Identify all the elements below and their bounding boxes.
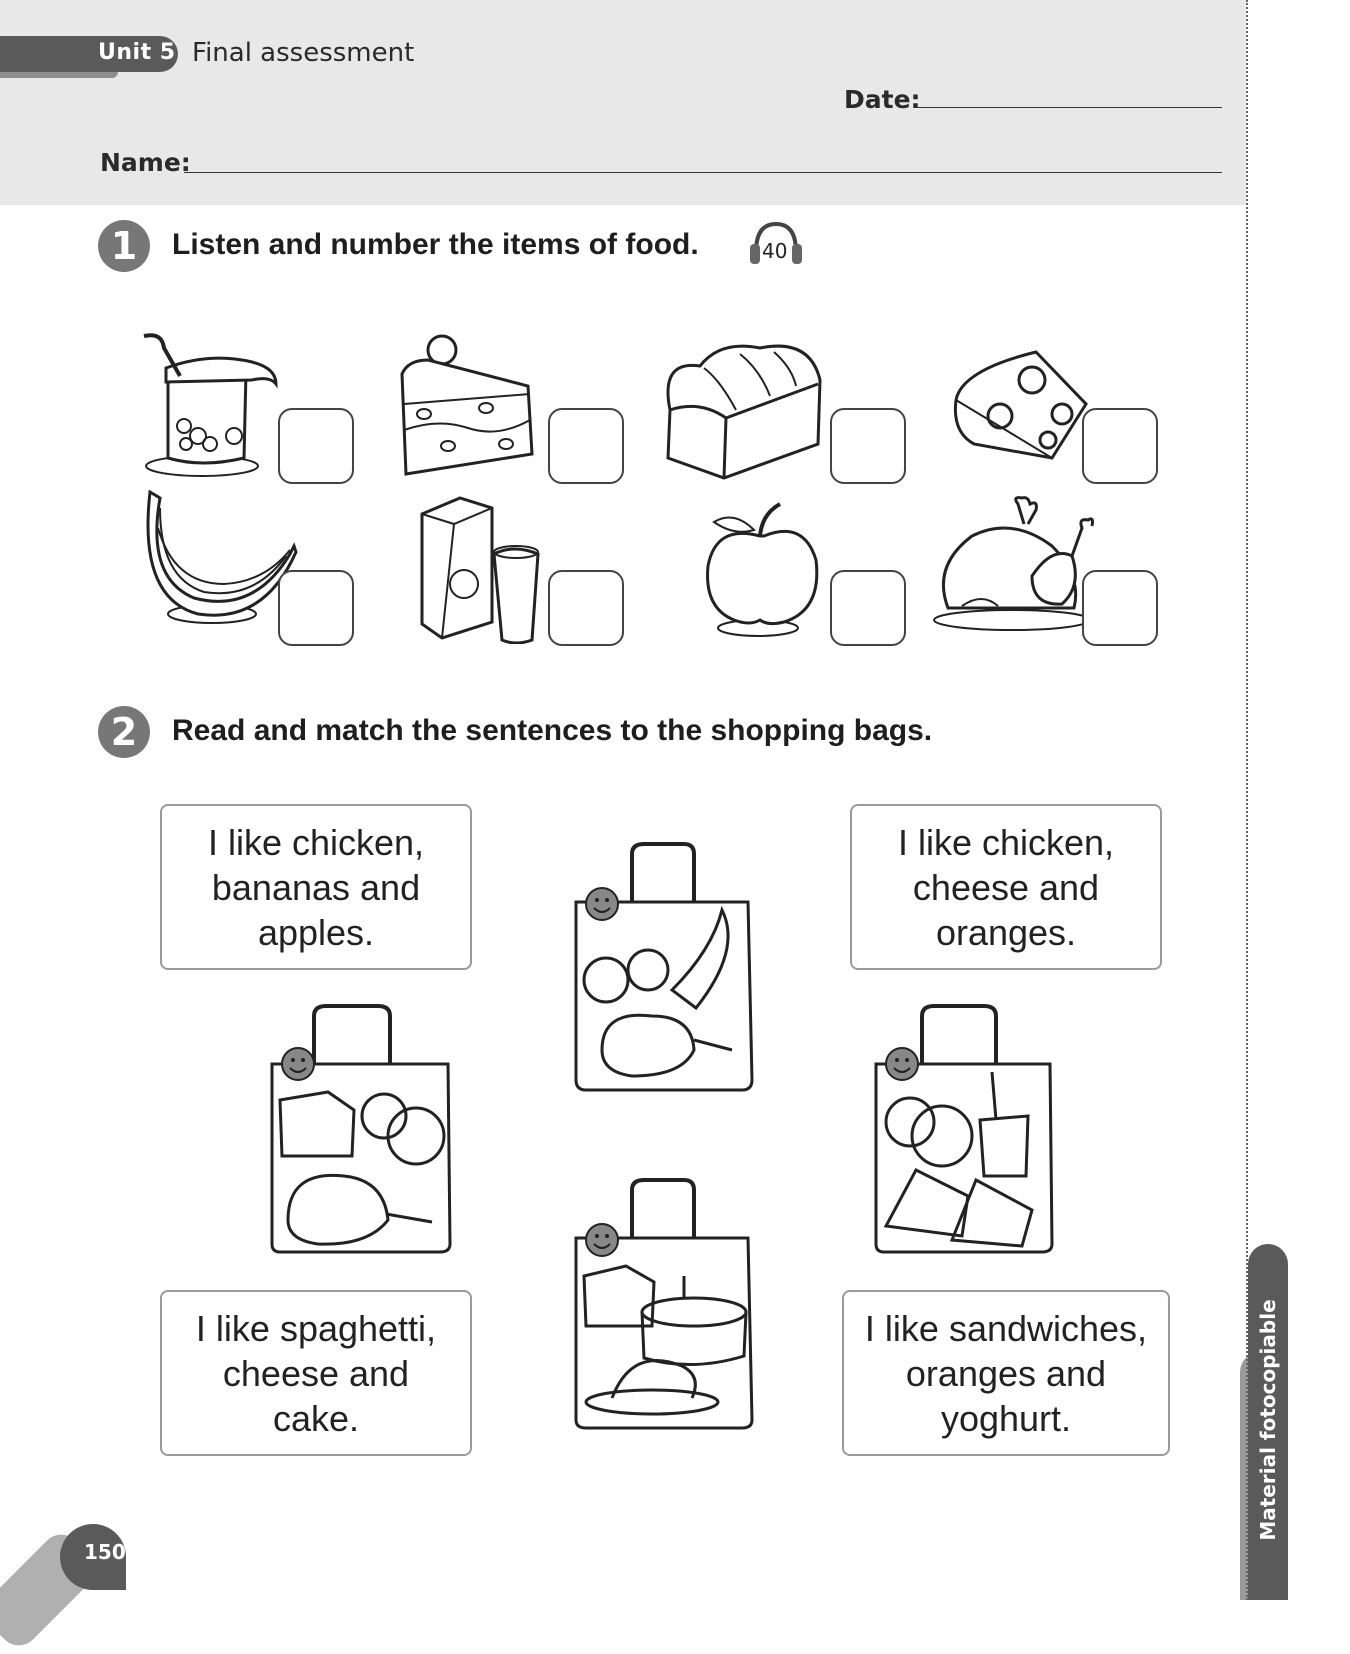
page-title: Final assessment — [192, 38, 415, 68]
chicken-icon — [932, 496, 1098, 632]
exercise-2-instruction: Read and match the sentences to the shopping bags. — [172, 714, 933, 747]
yoghurt-icon — [140, 332, 282, 482]
answer-box-7[interactable] — [830, 570, 906, 646]
bread-icon — [660, 340, 826, 484]
answer-box-3[interactable] — [830, 408, 906, 484]
sentence-box-2[interactable] — [850, 804, 1162, 970]
answer-box-1[interactable] — [278, 408, 354, 484]
unit-label: Unit 5 — [98, 40, 176, 65]
sentence-text: I like sandwiches, oranges and yoghurt. — [864, 1307, 1148, 1439]
apple-icon — [704, 500, 826, 640]
sentence-box-1[interactable] — [160, 804, 472, 970]
exercise-1-instruction: Listen and number the items of food. — [172, 228, 699, 261]
answer-box-6[interactable] — [548, 570, 624, 646]
answer-box-8[interactable] — [1082, 570, 1158, 646]
exercise-2-number: 2 — [98, 706, 150, 758]
cheese-icon — [952, 350, 1088, 462]
shopping-bag-cheese-oranges-chicken[interactable] — [268, 1000, 456, 1258]
date-field[interactable] — [916, 107, 1222, 108]
sentence-text: I like chicken, bananas and apples. — [207, 821, 425, 953]
sentence-text: I like chicken, cheese and oranges. — [897, 821, 1115, 953]
audio-track-number: 40 — [762, 239, 788, 263]
milk-icon — [420, 494, 546, 644]
shopping-bag-sandwiches-oranges-yoghurt[interactable] — [872, 1000, 1060, 1258]
answer-box-2[interactable] — [548, 408, 624, 484]
exercise-1-number: 1 — [98, 220, 150, 272]
sentence-box-4[interactable] — [842, 1290, 1170, 1456]
date-label: Date: — [844, 85, 921, 114]
shopping-bag-cheese-cake-spaghetti[interactable] — [572, 1176, 760, 1434]
cake-icon — [398, 334, 540, 478]
sentence-text: I like spaghetti, cheese and cake. — [195, 1307, 437, 1439]
shopping-bag-apples-bananas-chicken[interactable] — [572, 840, 760, 1094]
name-label: Name: — [100, 148, 191, 177]
sentence-box-3[interactable] — [160, 1290, 472, 1456]
answer-box-5[interactable] — [278, 570, 354, 646]
name-field[interactable] — [184, 172, 1222, 173]
photocopiable-label: Material fotocopiable — [1256, 1299, 1280, 1541]
answer-box-4[interactable] — [1082, 408, 1158, 484]
page-number: 150 — [84, 1540, 126, 1564]
